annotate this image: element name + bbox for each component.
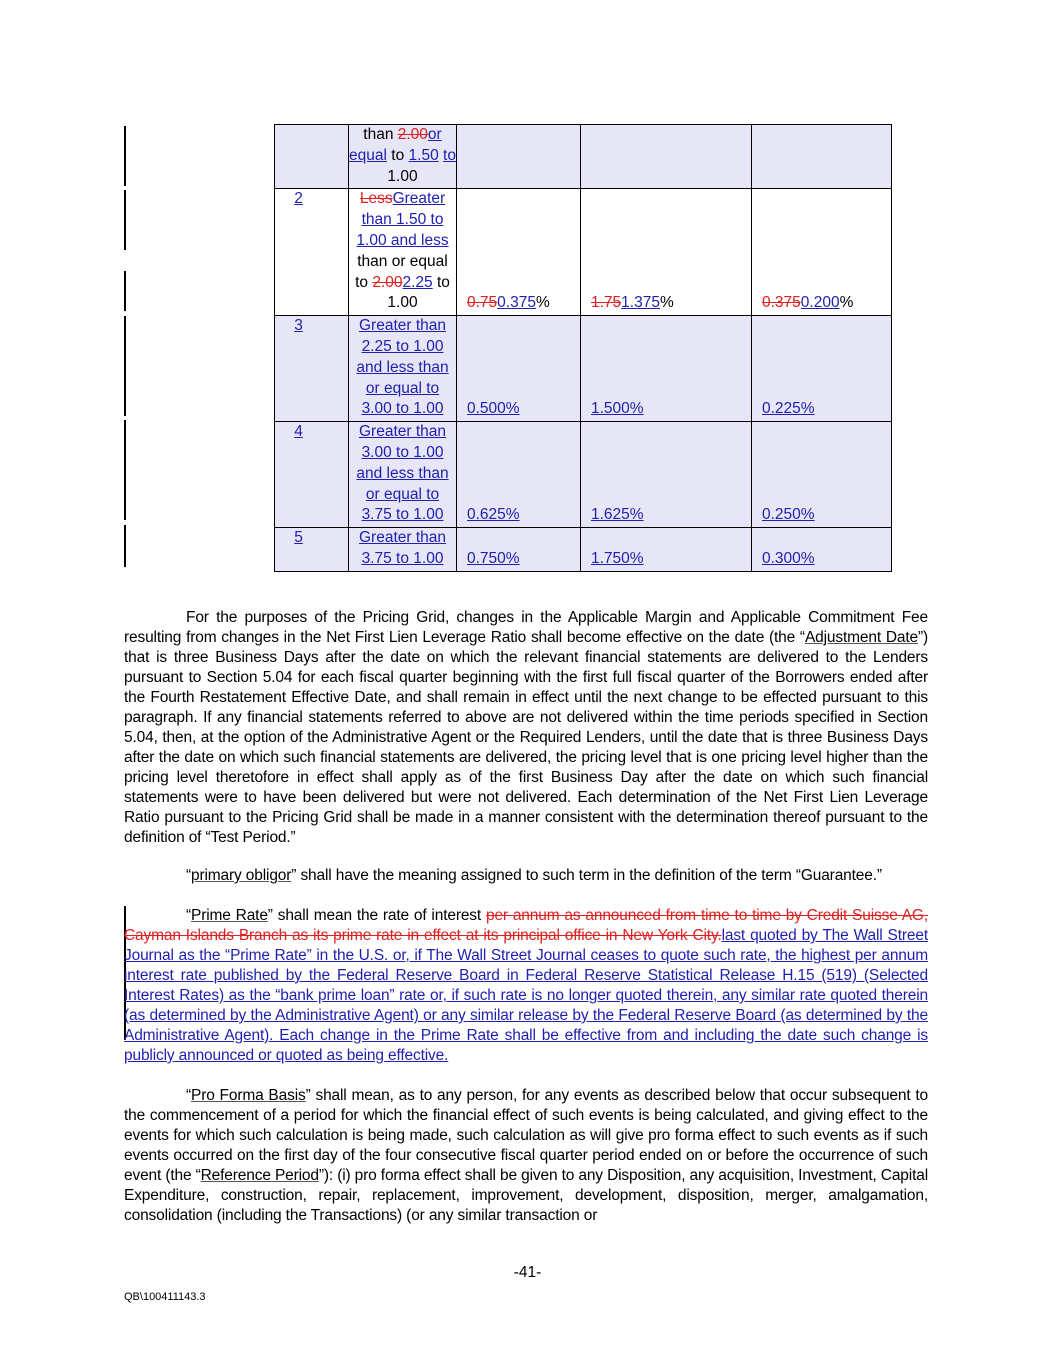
change-bar [124,316,126,416]
text-run: than or equal to [355,252,448,291]
abr-margin-cell [581,422,752,528]
change-bar [124,190,126,250]
text-run: 0.750% [467,549,520,567]
leverage-ratio-cell [349,189,457,316]
text-run: 2.00 [397,126,428,143]
text-run: 0.500% [467,400,520,418]
pricing-level-cell [275,316,349,422]
abr-margin-cell [581,125,752,189]
text-run: 0.225% [762,400,815,418]
change-bar [124,271,126,311]
eurodollar-margin-cell [457,189,581,316]
pricing-level-cell [275,528,349,572]
text-run: to [386,146,409,164]
leverage-ratio-cell [349,316,457,422]
commitment-fee-cell [752,316,892,422]
pricing-level-number: 5 [294,529,303,547]
pricing-grid-row [275,528,892,572]
text-run: Greater than 2.25 to 1.00 and less than or equal to 3.00 to 1.00 [356,317,449,418]
text-run: 0.250% [762,506,815,524]
text-run: 1.625% [591,506,644,524]
definition-paragraph [124,1086,928,1226]
abr-margin-cell [581,316,752,422]
leverage-ratio-cell [349,125,457,189]
text-run: ” shall mean the rate of interest [267,907,486,924]
definition-paragraph [124,906,928,1066]
text-run: % [839,294,854,312]
text-run: Greater than 3.75 to 1.00 [358,529,447,567]
change-bar [124,420,126,520]
abr-margin-cell [581,528,752,572]
text-run: 0.375 [497,294,536,312]
text-run: last quoted by The Wall Street Journal as the “Prime Rate” in the U.S. or, if The Wall Street Journal ceases to quote such rate, the highest per annum interest rate published by the Federal Reserve Board in Federal Reserve Statistical Release H.15 (519) (Selected Interest Rates) as the “bank prime loan” rate or, if such rate is no longer quoted therein, any similar rate quoted therein (as determined by the Administrative Agent) or any similar release by the Federal Reserve Board (as determined by the Administrative Agent). Each change in the Prime Rate shall be effective from and including the date such change is publicly announced or quoted as being effective. [124,927,929,1064]
pricing-grid-table [274,124,892,572]
text-run: 0.300% [762,549,815,567]
eurodollar-margin-cell [457,422,581,528]
pricing-grid-row [275,422,892,528]
definition-paragraph [124,866,928,886]
commitment-fee-cell [752,422,892,528]
text-run: per annum as announced from time to time by Credit Suisse AG, Cayman Islands Branch as its prime rate in effect at its principal office in New York City. [124,907,928,944]
pricing-level-cell [275,125,349,189]
text-run: Reference Period [200,1167,319,1184]
text-run: to [443,146,456,164]
pricing-grid-row [275,125,892,189]
text-run: “ [186,1087,192,1104]
text-run: Prime Rate [191,907,268,924]
text-run: 1.750% [591,549,644,567]
commitment-fee-cell [752,125,892,189]
commitment-fee-cell [752,189,892,316]
text-run: Greater than 1.50 to 1.00 and less [356,190,449,249]
pricing-level-number: 4 [294,423,303,441]
text-run: to 1.00 [387,273,450,312]
text-run: than [363,126,398,143]
commitment-fee-cell [752,528,892,572]
pricing-level-cell [275,422,349,528]
text-run: 1.00 [387,167,418,185]
text-run: “ [186,867,192,884]
text-run: ”): (i) pro forma effect shall be given to any Disposition, any acquisition, Investment, Capital Expenditure, construction, repair, replacement, improvement, development, disposition, merger, amalgamation, consolidation (including the Transactions) (or any similar transaction or [124,1167,928,1224]
pricing-grid-row [275,316,892,422]
text-run: 0.625% [467,506,520,524]
text-run: 0.200 [800,294,840,312]
text-run: 1.375 [621,294,660,312]
pricing-level-cell [275,189,349,316]
text-run: Greater than 3.00 to 1.00 and less than or equal to 3.75 to 1.00 [356,423,449,524]
text-run: Adjustment Date [804,629,918,646]
text-run: ” shall have the meaning assigned to such term in the definition of the term “Guarantee.” [291,867,882,884]
text-run: 2.00 [372,273,403,291]
text-run: 2.25 [402,273,433,291]
pricing-grid-row [275,189,892,316]
text-run: primary obligor [191,867,292,884]
leverage-ratio-cell [349,422,457,528]
text-run: “ [186,907,192,924]
text-run: % [659,294,674,312]
text-run: 0.75 [467,294,498,312]
text-run: equal [349,146,387,164]
change-bar [124,126,126,186]
abr-margin-cell [581,189,752,316]
document-footer-code: QB\100411143.3 [124,1291,206,1303]
text-run: or [427,126,442,143]
leverage-ratio-cell [349,528,457,572]
text-run: 0.375 [762,294,801,312]
page-number: -41- [513,1264,542,1281]
pricing-grid-body [275,125,892,572]
text-run: Pro Forma Basis [191,1087,306,1104]
eurodollar-margin-cell [457,528,581,572]
eurodollar-margin-cell [457,316,581,422]
pricing-level-number: 3 [294,317,303,335]
text-run: 1.50 [408,146,439,164]
text-run: For the purposes of the Pricing Grid, changes in the Applicable Margin and Applicable Commitment Fee resulting from changes in the Net First Lien Leverage Ratio shall become effective on the date (the “ [124,609,928,646]
text-run: % [535,294,550,312]
text-run: ”) that is three Business Days after the date on which the relevant financial statements are delivered to the Lenders pursuant to Section 5.04 for each fiscal quarter beginning with the first full fiscal quarter of the Borrowers ended after the Fourth Restatement Effective Date, and shall remain in effect until the next change to be effected pursuant to this paragraph. If any financial statements referred to above are not delivered within the time periods specified in Section 5.04, then, at the option of the Administrative Agent or the Required Lenders, until the date that is three Business Days after the date on which such financial statements are delivered, the pricing level that is one pricing level higher than the pricing level theretofore in effect shall apply as of the first Business Day after the date on which such financial statements were to have been delivered but were not delivered. Each determination of the Net First Lien Leverage Ratio pursuant to the Pricing Grid shall be made in a manner consistent with the determination thereof pursuant to the definition of “Test Period.” [124,629,928,846]
change-bar [124,525,126,567]
pricing-level-number: 2 [294,190,303,208]
definition-paragraph [124,608,928,848]
text-run: 1.500% [591,400,644,418]
eurodollar-margin-cell [457,125,581,189]
text-run: ” shall mean, as to any person, for any events as described below that occur subsequent to the commencement of a period for which the financial effect of such events is being calculated, and giving effect to the events for which such calculation is being made, such calculation as will give pro forma effect to such events as if such events occurred on the first day of the four consecutive fiscal quarter period ended on or before the occurrence of such event (the “ [124,1087,928,1184]
text-run: 1.75 [591,294,622,312]
text-run: Less [359,190,393,208]
